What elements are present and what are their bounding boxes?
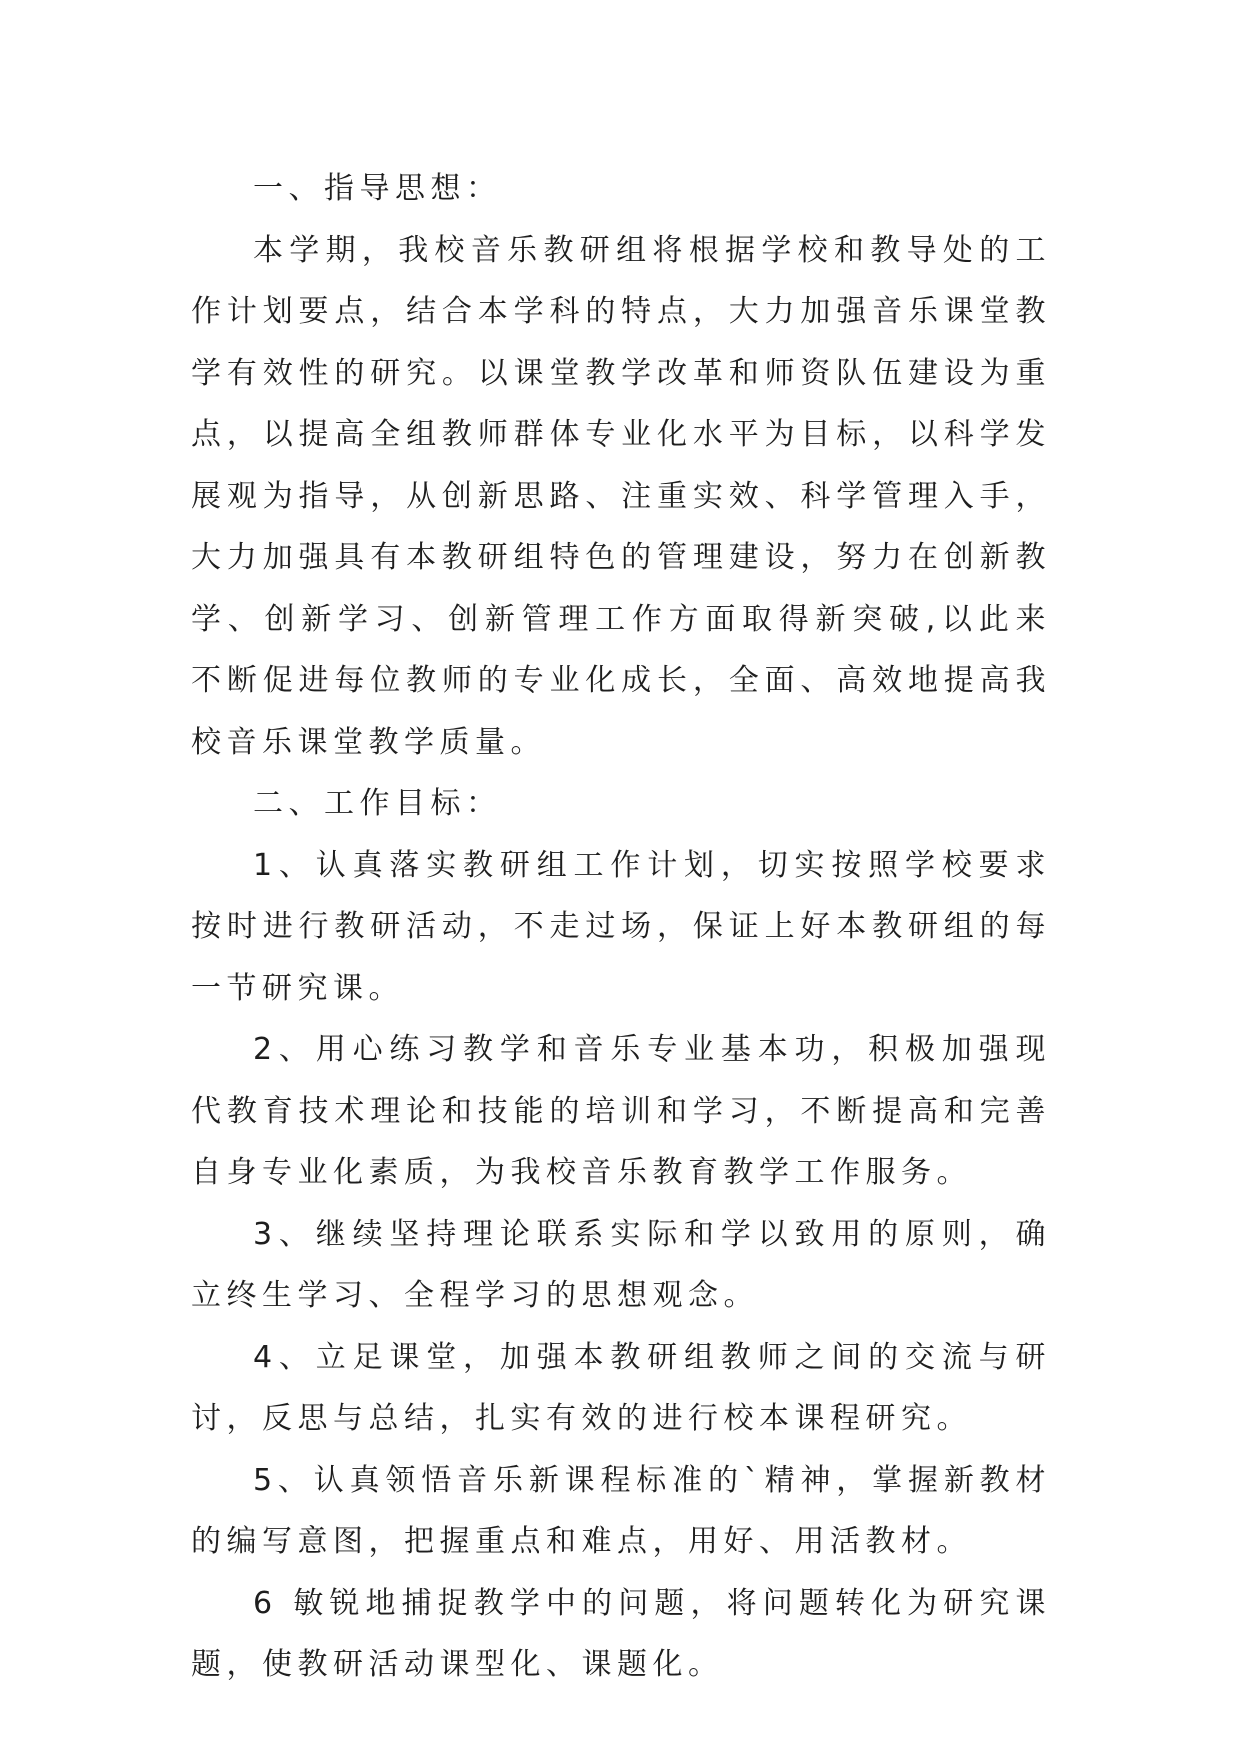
paragraph-guiding-ideology: 本学期，我校音乐教研组将根据学校和教导处的工作计划要点，结合本学科的特点，大力加强音乐课堂教学有效性的研究。以课堂教学改革和师资队伍建设为重点，以提高全组教师群体专业化水平为目标，以科学发展观为指导，从创新思路、注重实效、科学管理入手，大力加强具有本教研组特色的管理建设，努力在创新教学、创新学习、创新管理工作方面取得新突破,以此来不断促进每位教师的专业化成长，全面、高效地提高我校音乐课堂教学质量。 — [191, 232, 1051, 760]
section-heading-work-goals: 二、工作目标： — [253, 786, 502, 821]
document-body — [191, 158, 1051, 1696]
goal-item-3: 3、继续坚持理论联系实际和学以致用的原则，确立终生学习、全程学习的思想观念。 — [191, 1216, 1051, 1313]
goal-item-4: 4、立足课堂，加强本教研组教师之间的交流与研讨，反思与总结，扎实有效的进行校本课程研究。 — [191, 1339, 1051, 1436]
goal-item-6: 6 敏锐地捕捉教学中的问题，将问题转化为研究课题，使教研活动课型化、课题化。 — [191, 1585, 1051, 1682]
goal-item-2: 2、用心练习教学和音乐专业基本功，积极加强现代教育技术理论和技能的培训和学习，不断提高和完善自身专业化素质，为我校音乐教育教学工作服务。 — [191, 1032, 1051, 1190]
section-heading-guiding-ideology: 一、指导思想： — [253, 171, 502, 206]
goal-item-5: 5、认真领悟音乐新课程标准的`精神，掌握新教材的编写意图，把握重点和难点，用好、用活教材。 — [191, 1462, 1051, 1559]
goal-item-1: 1、认真落实教研组工作计划，切实按照学校要求按时进行教研活动，不走过场，保证上好本教研组的每一节研究课。 — [191, 847, 1051, 1006]
